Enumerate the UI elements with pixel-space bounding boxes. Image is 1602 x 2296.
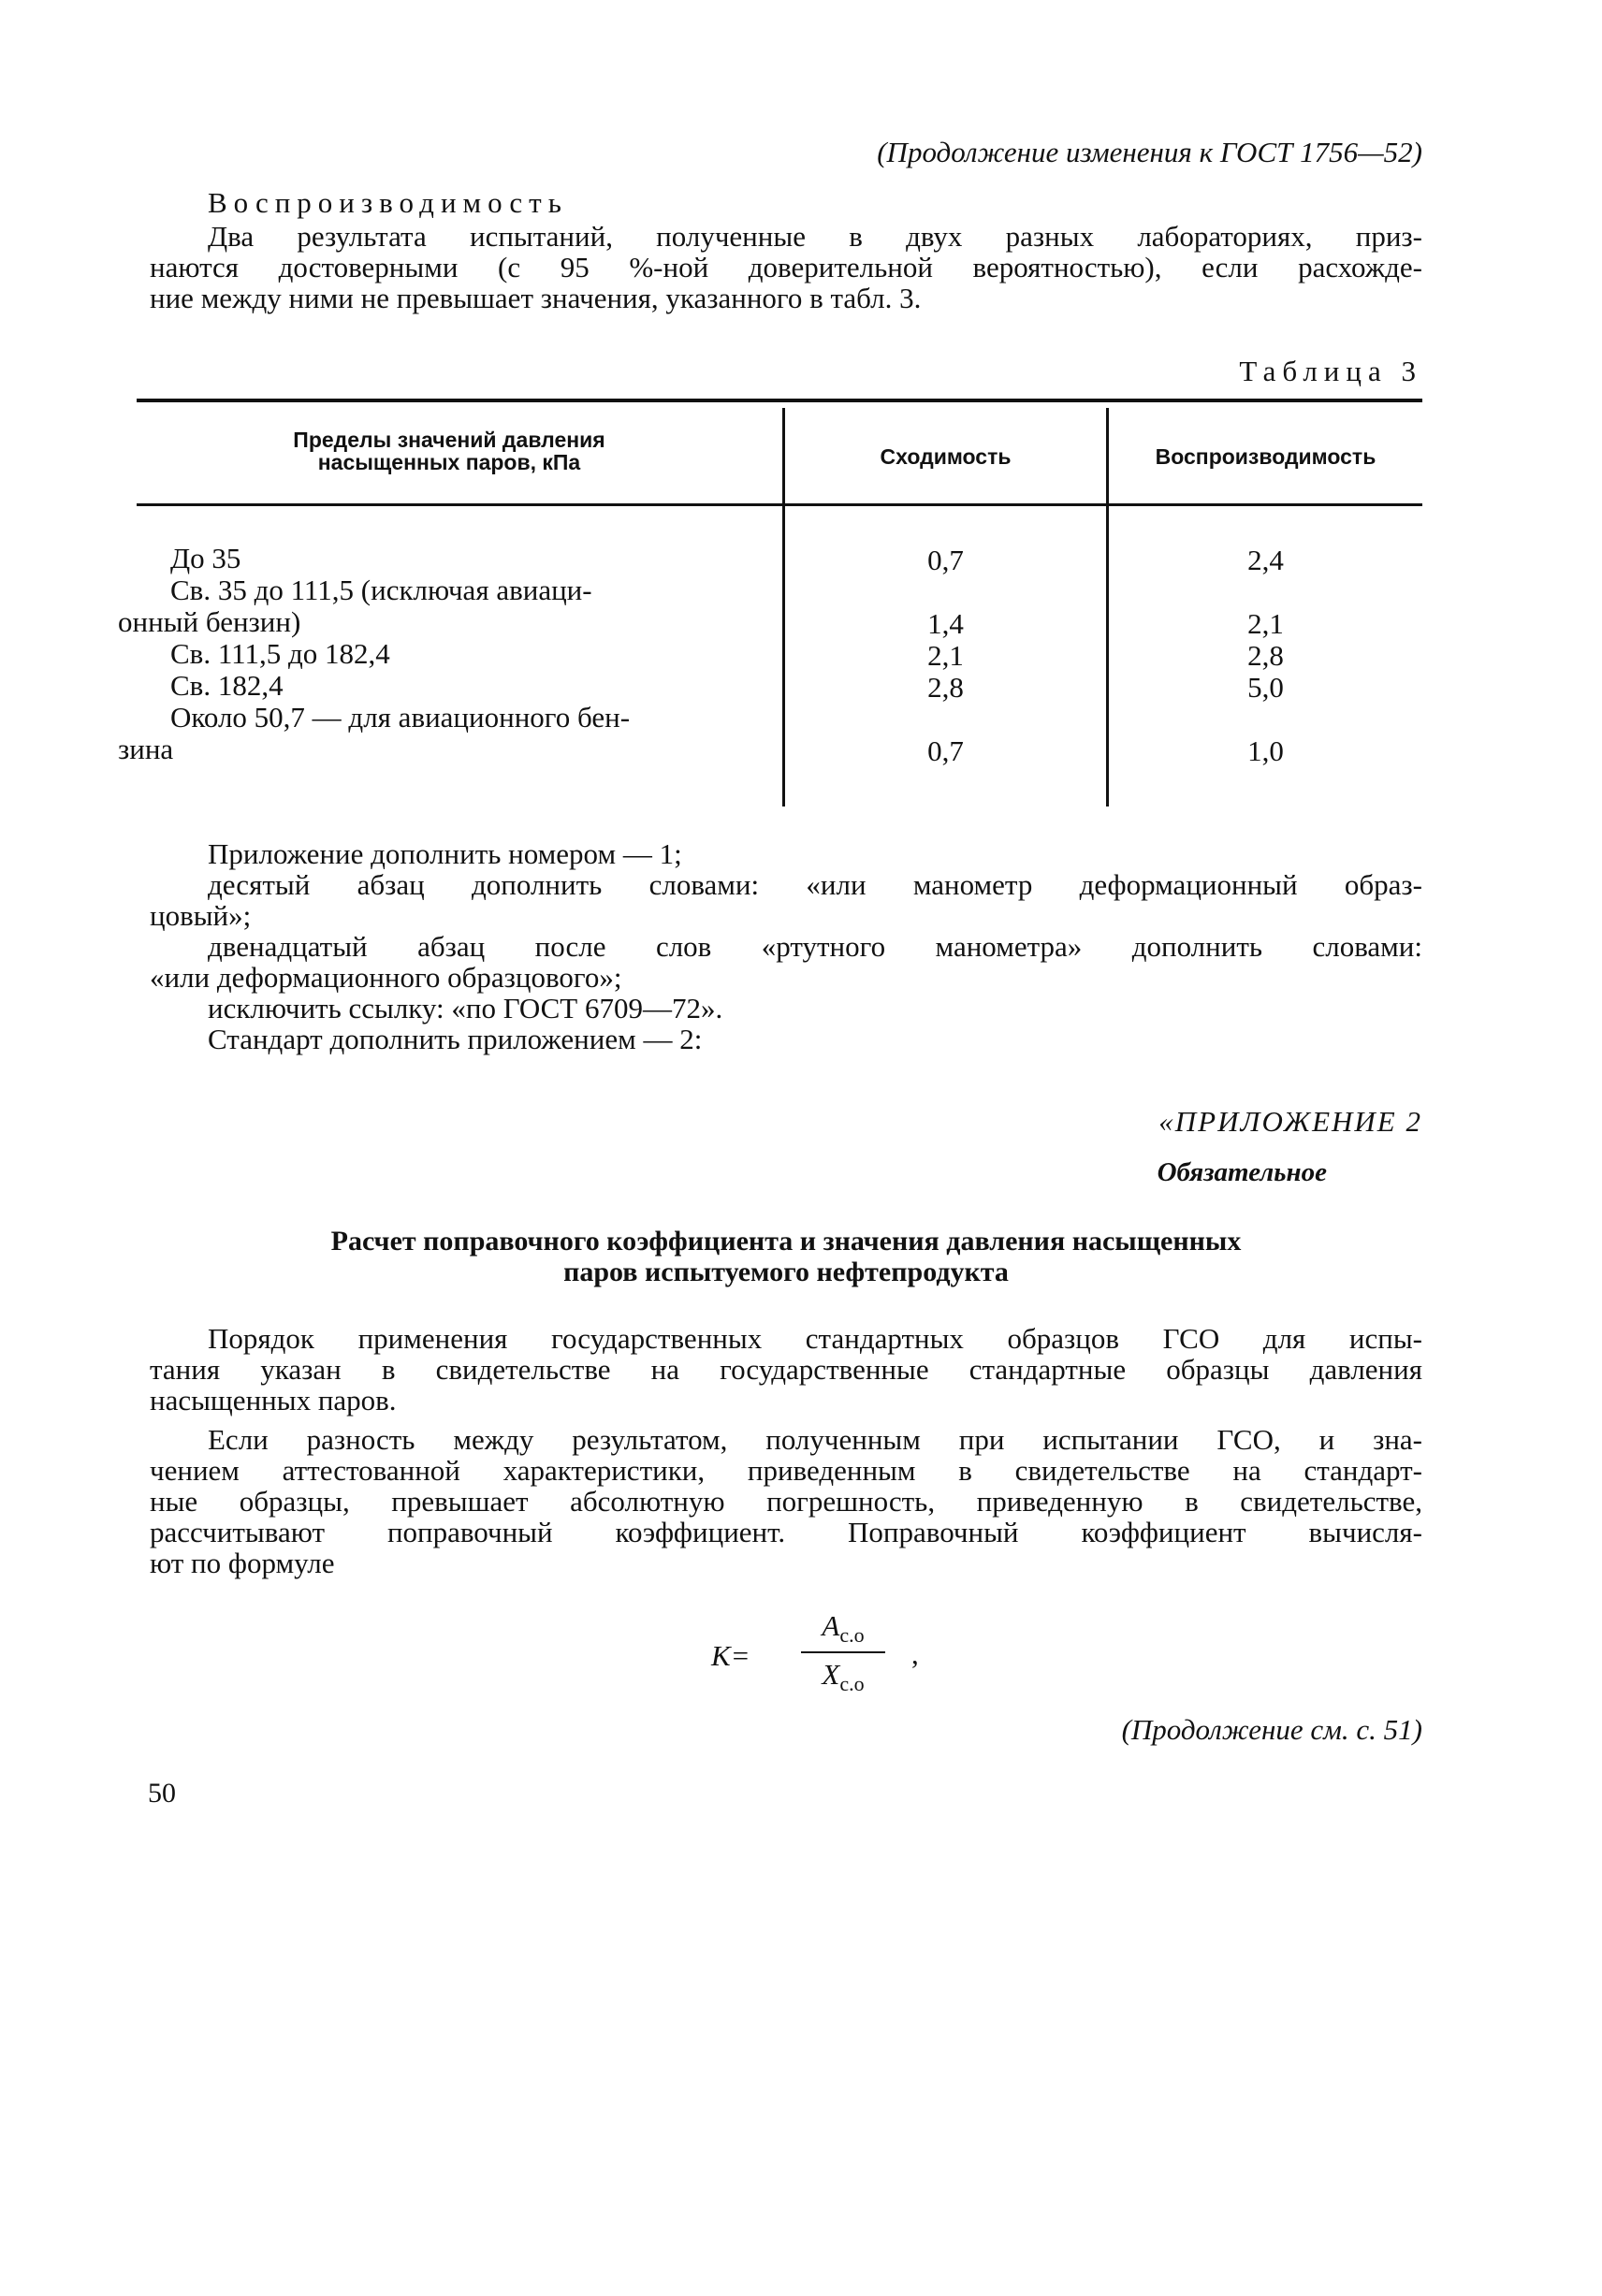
paragraph-line: наются достоверными (с 95 %-ной доверительной вероятностью), если расхожде- — [150, 251, 1422, 283]
table-cell-convergence: 2,1 — [927, 639, 964, 672]
table-cell-convergence: 0,7 — [927, 544, 964, 576]
formula — [711, 1602, 992, 1705]
table-header-convergence: Сходимость — [880, 444, 1012, 469]
amendment-line: цовый»; — [150, 899, 252, 932]
table-cell-range: Св. 111,5 до 182,4 — [170, 637, 390, 670]
section-heading: Воспроизводимость — [208, 186, 568, 219]
table-cell-reproducibility: 5,0 — [1247, 671, 1284, 704]
amendment-line: двенадцатый абзац после слов «ртутного манометра» дополнить словами: — [208, 930, 1422, 963]
amendments-list — [150, 838, 1422, 1054]
amendment-line: Стандарт дополнить приложением — 2: — [208, 1023, 703, 1055]
table-cell-convergence: 0,7 — [927, 734, 964, 767]
formula-denominator-var: X — [822, 1658, 840, 1691]
appendix-label: «ПРИЛОЖЕНИЕ 2 — [1158, 1105, 1422, 1138]
table-cell-reproducibility: 2,4 — [1247, 544, 1284, 576]
table-caption: Таблица 3 — [1239, 355, 1422, 387]
paragraph-line: Два результата испытаний, полученные в двух разных лабораториях, приз- — [208, 220, 1422, 253]
formula-numerator-var: A — [822, 1609, 840, 1642]
paragraph-line: тания указан в свидетельстве на государственные стандартные образцы давления — [150, 1353, 1422, 1386]
paragraph-line: рассчитывают поправочный коэффициент. Поправочный коэффициент вычисля- — [150, 1516, 1422, 1548]
table-pressure-column — [118, 543, 773, 765]
page-number: 50 — [148, 1778, 176, 1809]
paragraph-line: ные образцы, превышает абсолютную погрешность, приведенную в свидетельстве, — [150, 1485, 1422, 1518]
appendix-title — [150, 1226, 1422, 1287]
paragraph-line: ют по формуле — [150, 1547, 335, 1579]
table-cell-reproducibility: 1,0 — [1247, 734, 1284, 767]
formula-numerator — [801, 1609, 885, 1648]
paragraph-line: Если разность между результатом, полученным при испытании ГСО, и зна- — [208, 1423, 1422, 1456]
formula-denominator-sub: с.о — [839, 1672, 865, 1696]
table-cell-convergence: 1,4 — [927, 607, 964, 640]
amendment-line: «или деформационного образцового»; — [150, 961, 622, 994]
table-cell-reproducibility: 2,1 — [1247, 607, 1284, 640]
paragraph-line: Порядок применения государственных стандартных образцов ГСО для испы- — [208, 1322, 1422, 1355]
table-header-pressure-range: Пределы значений давления насыщенных паров, кПа — [293, 428, 605, 474]
formula-lhs: K= — [711, 1639, 750, 1672]
table-cell-range: Св. 35 до 111,5 (исключая авиаци- — [170, 574, 592, 606]
paragraph-line: чением аттестованной характеристики, приведенным в свидетельстве на стандарт- — [150, 1454, 1422, 1487]
formula-numerator-sub: с.о — [839, 1623, 865, 1648]
table-cell-convergence: 2,8 — [927, 671, 964, 704]
appendix-title-line: Расчет поправочного коэффициента и значения давления насыщенных — [330, 1226, 1242, 1257]
table-header-reproducibility: Воспроизводимость — [1155, 444, 1376, 469]
appendix-status: Обязательное — [1157, 1157, 1327, 1187]
table-cell-range: Около 50,7 — для авиационного бен- — [170, 701, 631, 734]
paragraph-line: насыщенных паров. — [150, 1384, 397, 1417]
formula-comma: , — [911, 1637, 919, 1670]
table-top-rule — [137, 399, 1422, 402]
table-header-rule — [137, 503, 1422, 506]
amendment-line: Приложение дополнить номером — 1; — [208, 837, 682, 870]
appendix-paragraph-2 — [150, 1424, 1422, 1578]
appendix-paragraph-1 — [150, 1323, 1422, 1416]
amendment-line: исключить ссылку: «по ГОСТ 6709—72». — [208, 992, 723, 1024]
reproducibility-paragraph — [150, 221, 1422, 313]
footer-continuation: (Продолжение см. с. 51) — [1121, 1713, 1422, 1746]
formula-fraction-bar — [801, 1651, 885, 1653]
appendix-title-line: паров испытуемого нефтепродукта — [563, 1257, 1009, 1287]
paragraph-line: ние между ними не превышает значения, указанного в табл. 3. — [150, 282, 922, 314]
amendment-line: десятый абзац дополнить словами: «или манометр деформационный образ- — [208, 868, 1422, 901]
header-continuation: (Продолжение изменения к ГОСТ 1756—52) — [877, 136, 1422, 168]
formula-denominator — [801, 1658, 885, 1696]
table-cell-range: онный бензин) — [118, 605, 301, 638]
table-cell-reproducibility: 2,8 — [1247, 639, 1284, 672]
table-cell-range: До 35 — [170, 542, 241, 574]
table-cell-range: зина — [118, 733, 174, 765]
table-cell-range: Св. 182,4 — [170, 669, 284, 702]
